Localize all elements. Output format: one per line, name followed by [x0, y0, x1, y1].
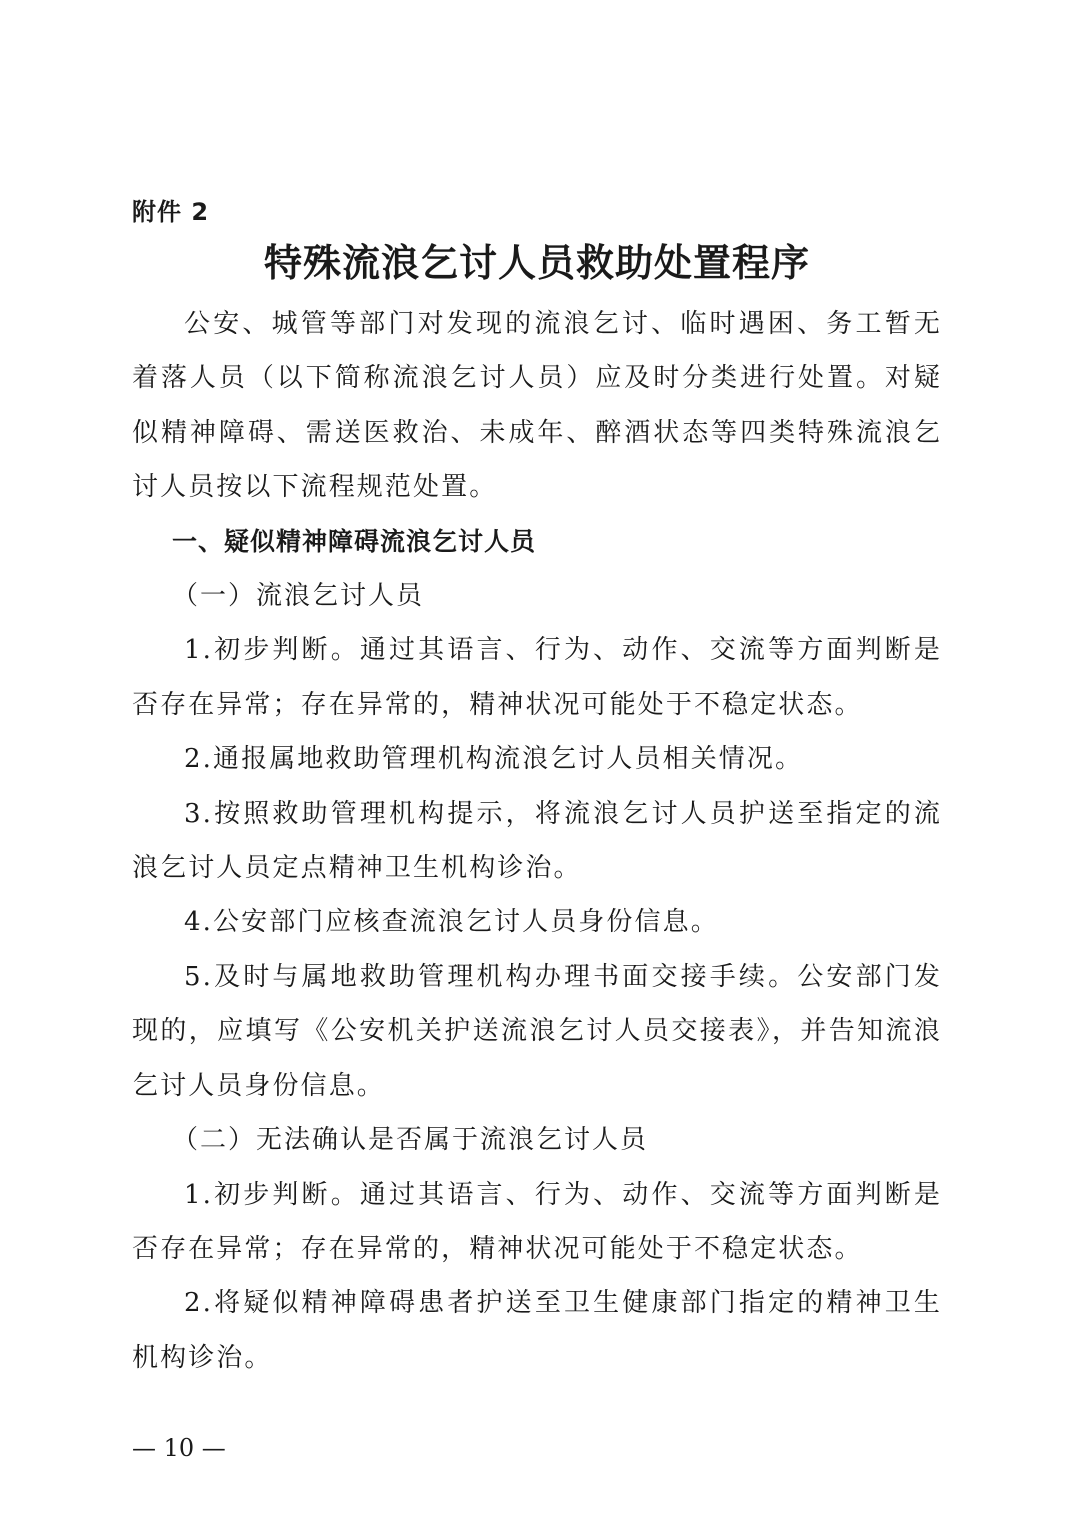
subsection-2-item: 2.将疑似精神障碍患者护送至卫生健康部门指定的精神卫生机构诊治。	[132, 1288, 942, 1373]
document-body	[132, 297, 942, 1385]
subsection-2-heading: （二）无法确认是否属于流浪乞讨人员	[172, 1125, 649, 1156]
subsection-1-item: 2.通报属地救助管理机构流浪乞讨人员相关情况。	[184, 744, 804, 775]
subsection-1-item: 3.按照救助管理机构提示，将流浪乞讨人员护送至指定的流浪乞讨人员定点精神卫生机构诊治。	[132, 798, 942, 884]
subsection-2-item: 1.初步判断。通过其语言、行为、动作、交流等方面判断是否存在异常；存在异常的，精神状况可能处于不稳定状态。	[132, 1179, 942, 1264]
document-title: 特殊流浪乞讨人员救助处置程序	[263, 241, 810, 285]
attachment-label: 附件 2	[132, 198, 210, 226]
intro-paragraph: 公安、城管等部门对发现的流浪乞讨、临时遇困、务工暂无着落人员（以下简称流浪乞讨人员）应及时分类进行处置。对疑似精神障碍、需送医救治、未成年、醉酒状态等四类特殊流浪乞讨人员按以下流程规范处置。	[132, 309, 942, 503]
subsection-1-heading: （一）流浪乞讨人员	[172, 581, 425, 612]
subsection-1-item: 1.初步判断。通过其语言、行为、动作、交流等方面判断是否存在异常；存在异常的，精神状况可能处于不稳定状态。	[132, 635, 942, 720]
page-number: — 10 —	[132, 1434, 226, 1462]
subsection-1-item: 5.及时与属地救助管理机构办理书面交接手续。公安部门发现的，应填写《公安机关护送流浪乞讨人员交接表》，并告知流浪乞讨人员身份信息。	[132, 961, 942, 1101]
section-1-heading: 一、疑似精神障碍流浪乞讨人员	[172, 526, 537, 556]
subsection-1-item: 4.公安部门应核查流浪乞讨人员身份信息。	[184, 907, 719, 938]
